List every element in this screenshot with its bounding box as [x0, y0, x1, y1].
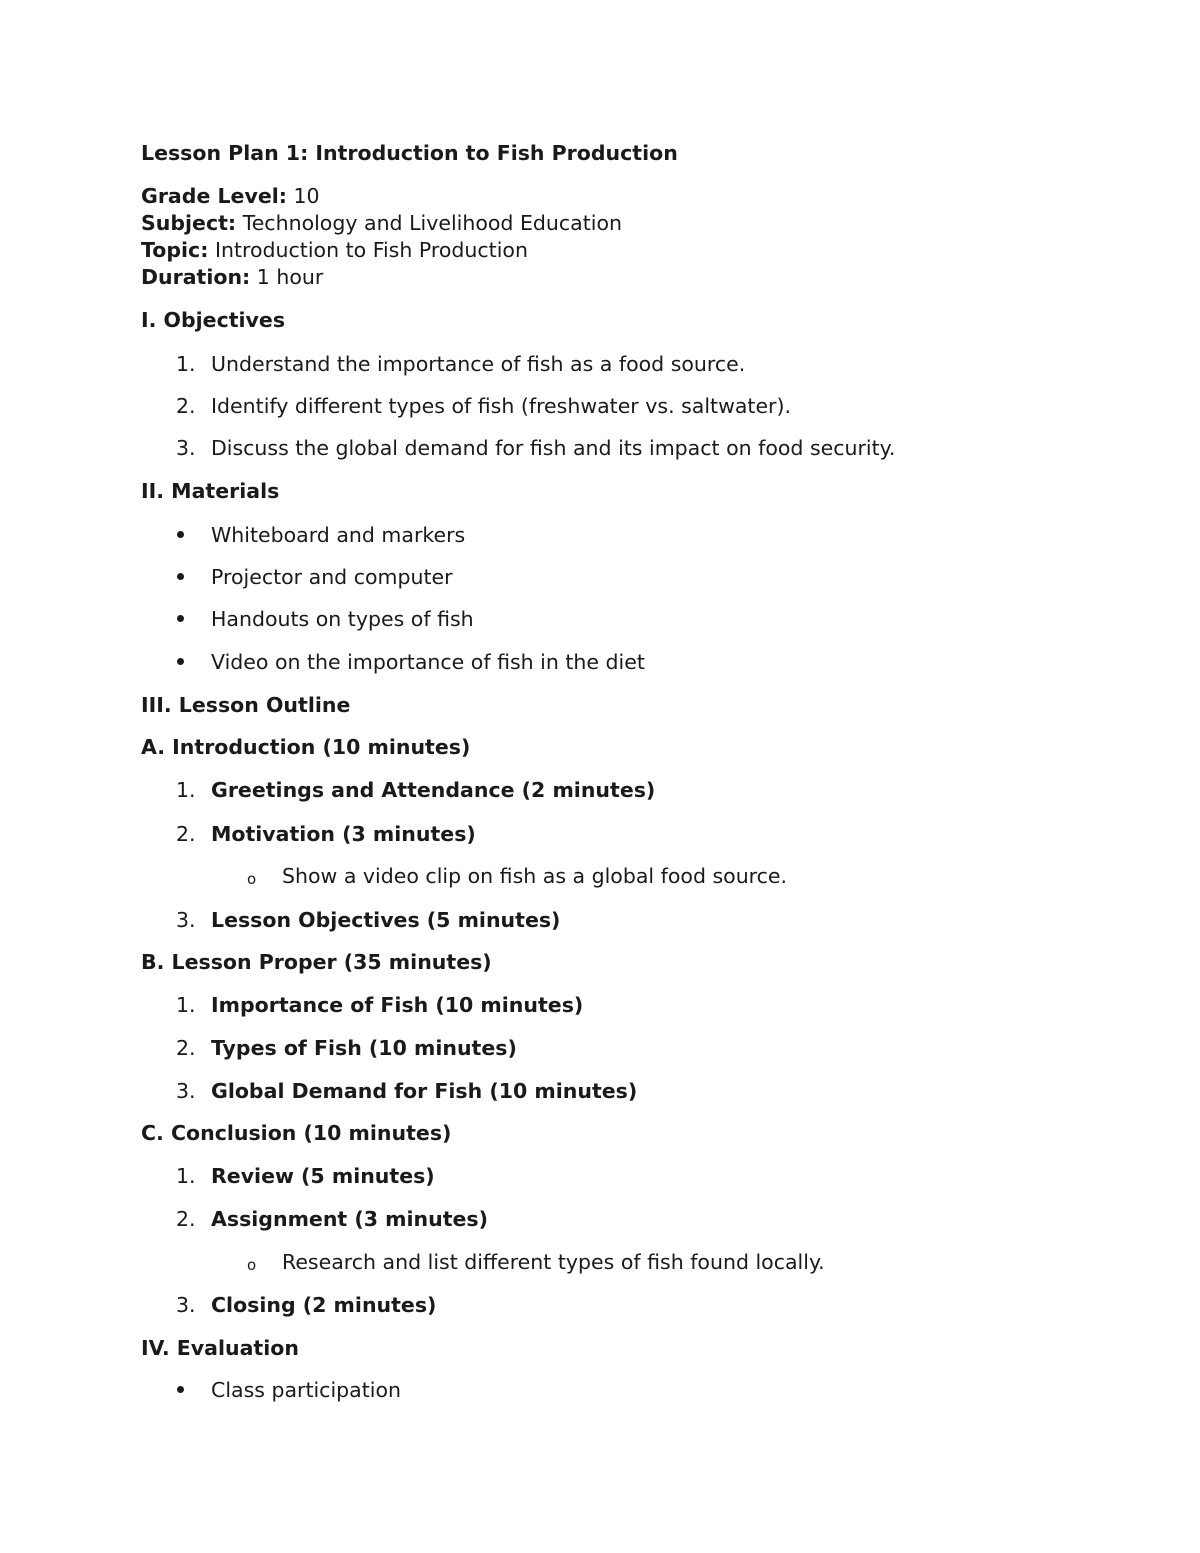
outline-item: Types of Fish (10 minutes) — [211, 1036, 517, 1060]
material-item: Whiteboard and markers — [211, 523, 466, 547]
evaluation-heading: IV. Evaluation — [141, 1336, 299, 1360]
intro-heading: A. Introduction (10 minutes) — [141, 735, 471, 759]
sub-bullet-icon: o — [247, 870, 257, 888]
outline-item: Closing (2 minutes) — [211, 1293, 437, 1317]
outline-number: 1. — [176, 1164, 196, 1188]
materials-heading: II. Materials — [141, 479, 280, 503]
duration-label: Duration: — [141, 265, 251, 289]
evaluation-item: Class participation — [211, 1378, 401, 1402]
outline-heading: III. Lesson Outline — [141, 693, 351, 717]
outline-item: Global Demand for Fish (10 minutes) — [211, 1079, 638, 1103]
bullet-icon — [177, 615, 184, 622]
bullet-icon — [177, 658, 184, 665]
bullet-icon — [177, 1386, 184, 1393]
outline-number: 1. — [176, 778, 196, 802]
outline-item: Review (5 minutes) — [211, 1164, 435, 1188]
outline-item: Greetings and Attendance (2 minutes) — [211, 778, 656, 802]
outline-sub-item: Show a video clip on fish as a global food source. — [282, 864, 788, 888]
outline-item: Lesson Objectives (5 minutes) — [211, 908, 561, 932]
outline-item: Assignment (3 minutes) — [211, 1207, 488, 1231]
outline-item: Importance of Fish (10 minutes) — [211, 993, 584, 1017]
objective-item: Understand the importance of fish as a food source. — [211, 352, 746, 376]
outline-item: Motivation (3 minutes) — [211, 822, 476, 846]
objectives-heading: I. Objectives — [141, 308, 286, 332]
sub-bullet-icon: o — [247, 1256, 257, 1274]
outline-number: 2. — [176, 1207, 196, 1231]
outline-number: 3. — [176, 1079, 196, 1103]
outline-number: 3. — [176, 1293, 196, 1317]
grade-level-label: Grade Level: — [141, 184, 287, 208]
outline-number: 3. — [176, 908, 196, 932]
objective-item: Identify different types of fish (freshwater vs. saltwater). — [211, 394, 791, 418]
grade-level-line — [141, 184, 320, 208]
material-item: Projector and computer — [211, 565, 453, 589]
subject-label: Subject: — [141, 211, 237, 235]
grade-level-value: 10 — [293, 184, 320, 208]
outline-number: 1. — [176, 993, 196, 1017]
duration-value: 1 hour — [256, 265, 324, 289]
outline-number: 2. — [176, 1036, 196, 1060]
material-item: Video on the importance of fish in the diet — [211, 650, 645, 674]
bullet-icon — [177, 573, 184, 580]
outline-number: 2. — [176, 822, 196, 846]
objective-number: 2. — [176, 394, 196, 418]
bullet-icon — [177, 531, 184, 538]
page-title: Lesson Plan 1: Introduction to Fish Production — [141, 141, 678, 165]
material-item: Handouts on types of fish — [211, 607, 474, 631]
topic-line — [141, 238, 528, 262]
topic-value: Introduction to Fish Production — [214, 238, 528, 262]
conclusion-heading: C. Conclusion (10 minutes) — [141, 1121, 452, 1145]
objective-number: 3. — [176, 436, 196, 460]
duration-line — [141, 265, 323, 289]
topic-label: Topic: — [141, 238, 209, 262]
objective-number: 1. — [176, 352, 196, 376]
subject-value: Technology and Livelihood Education — [242, 211, 623, 235]
proper-heading: B. Lesson Proper (35 minutes) — [141, 950, 492, 974]
objective-item: Discuss the global demand for fish and its impact on food security. — [211, 436, 896, 460]
subject-line — [141, 211, 622, 235]
outline-sub-item: Research and list different types of fish found locally. — [282, 1250, 825, 1274]
